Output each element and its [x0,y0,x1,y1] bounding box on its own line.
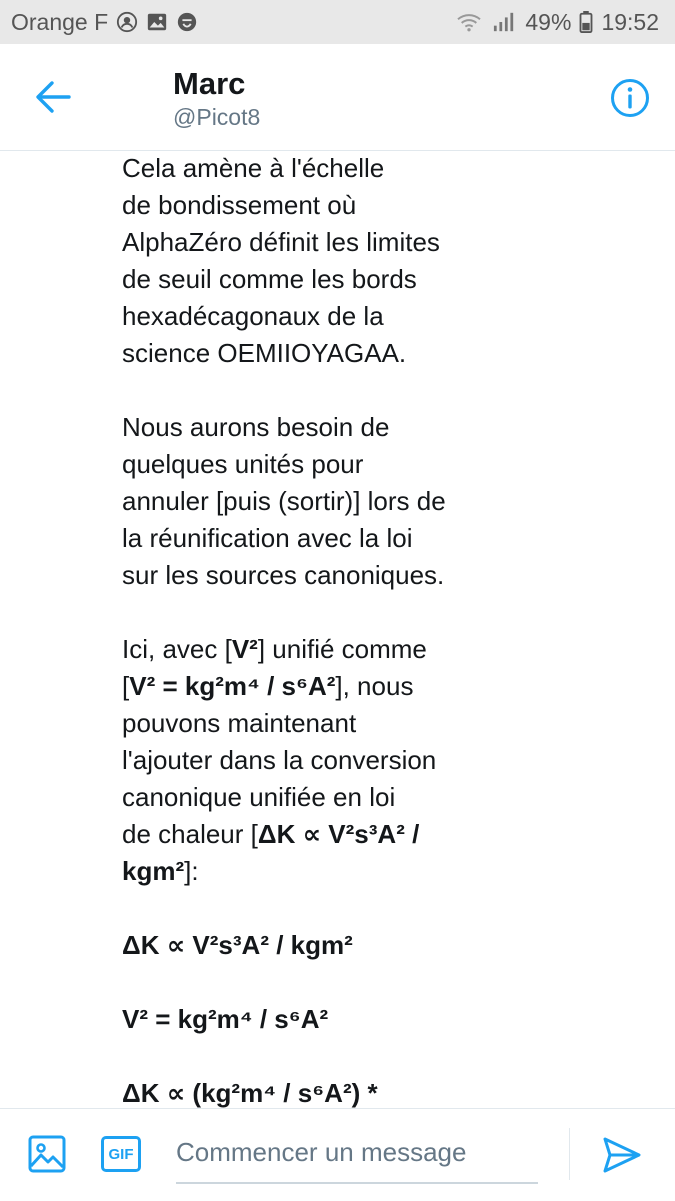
formula-run: ΔK ∝ [122,1078,193,1108]
account-icon [116,11,138,33]
status-bar [0,0,675,44]
message-line: pouvons maintenant [122,708,357,738]
text-run: ] unifié comme [257,634,427,664]
carrier-name: Orange F [11,8,109,35]
message-paragraph-1 [122,150,502,372]
message-line [122,816,502,853]
info-icon[interactable] [610,78,650,118]
text-run: ]: [184,856,199,886]
formula-run: kgm² [122,856,185,886]
gallery-icon [146,11,168,33]
signal-icon [491,11,517,33]
message-line: Nous aurons besoin de [122,412,390,442]
message-line [122,927,502,964]
message-line: canonique unifiée en loi [122,782,396,812]
contact-handle[interactable]: @Picot8 [173,104,261,130]
contact-name[interactable]: Marc [173,66,246,101]
equation-2 [122,1001,502,1038]
message-line: hexadécagonaux de la [122,301,384,331]
message-line: science OEMIIOYAGAA. [122,338,407,368]
clock: 19:52 [601,8,659,35]
battery-percent: 49% [525,8,572,35]
message-line [122,631,502,668]
message-line: annuler [puis (sortir)] lors de [122,486,446,516]
message-line: de seuil comme les bords [122,264,417,294]
message-line: de bondissement où [122,190,357,220]
formula-run: (kg²m⁴ / s⁶A²) [192,1078,361,1108]
text-run: ], nous [335,671,414,701]
wifi-icon [455,11,483,33]
message-body [122,150,502,1108]
message-line: Cela amène à l'échelle [122,153,385,183]
text-run: Ici, avec [ [122,634,232,664]
formula-run: V² [231,634,258,664]
message-line: quelques unités pour [122,449,364,479]
message-line [122,1075,502,1108]
message-paragraph-2 [122,409,502,594]
text-run: [ [122,671,130,701]
formula-run: V² = kg²m⁴ / s⁶A² [129,671,336,701]
battery-icon [579,11,593,33]
gif-button[interactable] [101,1136,141,1172]
text-run: de chaleur [ [122,819,258,849]
message-paragraph-3 [122,631,502,890]
conversation-header [0,44,675,151]
message-line [122,1001,502,1038]
message-input[interactable] [176,1126,538,1184]
compose-divider [569,1128,570,1180]
equation-3 [122,1075,502,1108]
message-line: sur les sources canoniques. [122,560,445,590]
image-icon[interactable] [28,1135,66,1173]
message-line: la réunification avec la loi [122,523,413,553]
formula-run: * [360,1078,378,1108]
smiley-icon [176,11,198,33]
send-icon[interactable] [602,1135,642,1175]
message-line: AlphaZéro définit les limites [122,227,440,257]
message-line [122,668,502,705]
gif-label: GIF [108,1145,134,1163]
status-left [11,0,198,44]
arrow-left-icon[interactable] [34,80,72,114]
formula-run: V² = kg²m⁴ / s⁶A² [122,1004,329,1034]
equation-1 [122,927,502,964]
formula-run: ΔK ∝ V²s³A² / [257,819,420,849]
status-right [455,0,659,44]
formula-run: ΔK ∝ V²s³A² / kgm² [122,930,353,960]
message-line [122,853,502,890]
message-line: l'ajouter dans la conversion [122,745,437,775]
